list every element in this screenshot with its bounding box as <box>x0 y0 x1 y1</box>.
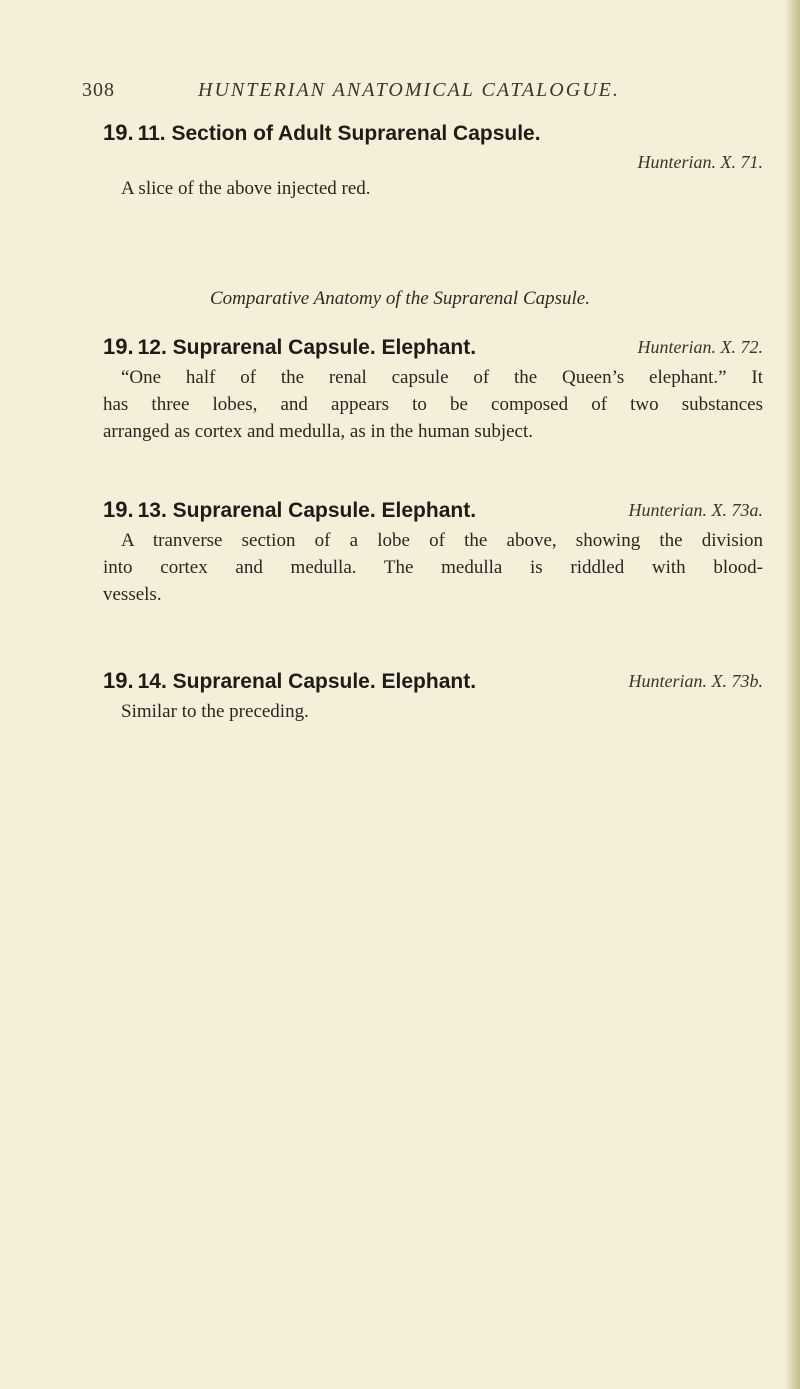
entry-19-12-description-line: arranged as cortex and medulla, as in the human subject. <box>103 421 533 442</box>
header-title: HUNTERIAN ANATOMICAL CATALOGUE. <box>198 79 620 101</box>
entry-19-12-description-line: “One half of the renal capsule of the Queen’s elephant.” It <box>121 367 763 388</box>
entry-title: 11. Section of Adult Suprarenal Capsule. <box>137 122 541 145</box>
entry-19-14-heading <box>103 666 763 696</box>
entry-reference: Hunterian. X. 73a. <box>628 500 763 520</box>
entry-title: 14. Suprarenal Capsule. Elephant. <box>137 670 477 693</box>
entry-number: 19. <box>103 497 134 522</box>
entry-reference: Hunterian. X. 72. <box>637 337 763 357</box>
entry-19-13-heading <box>103 495 763 525</box>
entry-reference: Hunterian. X. 73b. <box>628 671 763 691</box>
entry-19-12-heading <box>103 332 763 362</box>
entry-19-11-description-line: A slice of the above injected red. <box>121 178 371 199</box>
entry-19-13-description-line: vessels. <box>103 584 162 605</box>
section-heading: Comparative Anatomy of the Suprarenal Capsule. <box>210 288 590 309</box>
entry-title: 13. Suprarenal Capsule. Elephant. <box>137 499 477 522</box>
entry-19-11-reference: Hunterian. X. 71. <box>637 152 763 172</box>
entry-19-12-description-line: has three lobes, and appears to be composed of two substances <box>103 394 763 415</box>
entry-number: 19. <box>103 668 134 693</box>
entry-19-14-description-line: Similar to the preceding. <box>121 701 309 722</box>
entry-19-13-description-line: into cortex and medulla. The medulla is riddled with blood- <box>103 557 763 578</box>
entry-number: 19. <box>103 120 134 145</box>
running-head <box>82 76 667 104</box>
entry-number: 19. <box>103 334 134 359</box>
page-edge-shadow <box>786 0 800 1389</box>
page-number: 308 <box>82 79 115 101</box>
entry-title: 12. Suprarenal Capsule. Elephant. <box>137 336 477 359</box>
entry-19-13-description-line: A tranverse section of a lobe of the above, showing the division <box>121 530 763 551</box>
entry-19-11-heading <box>103 118 763 148</box>
